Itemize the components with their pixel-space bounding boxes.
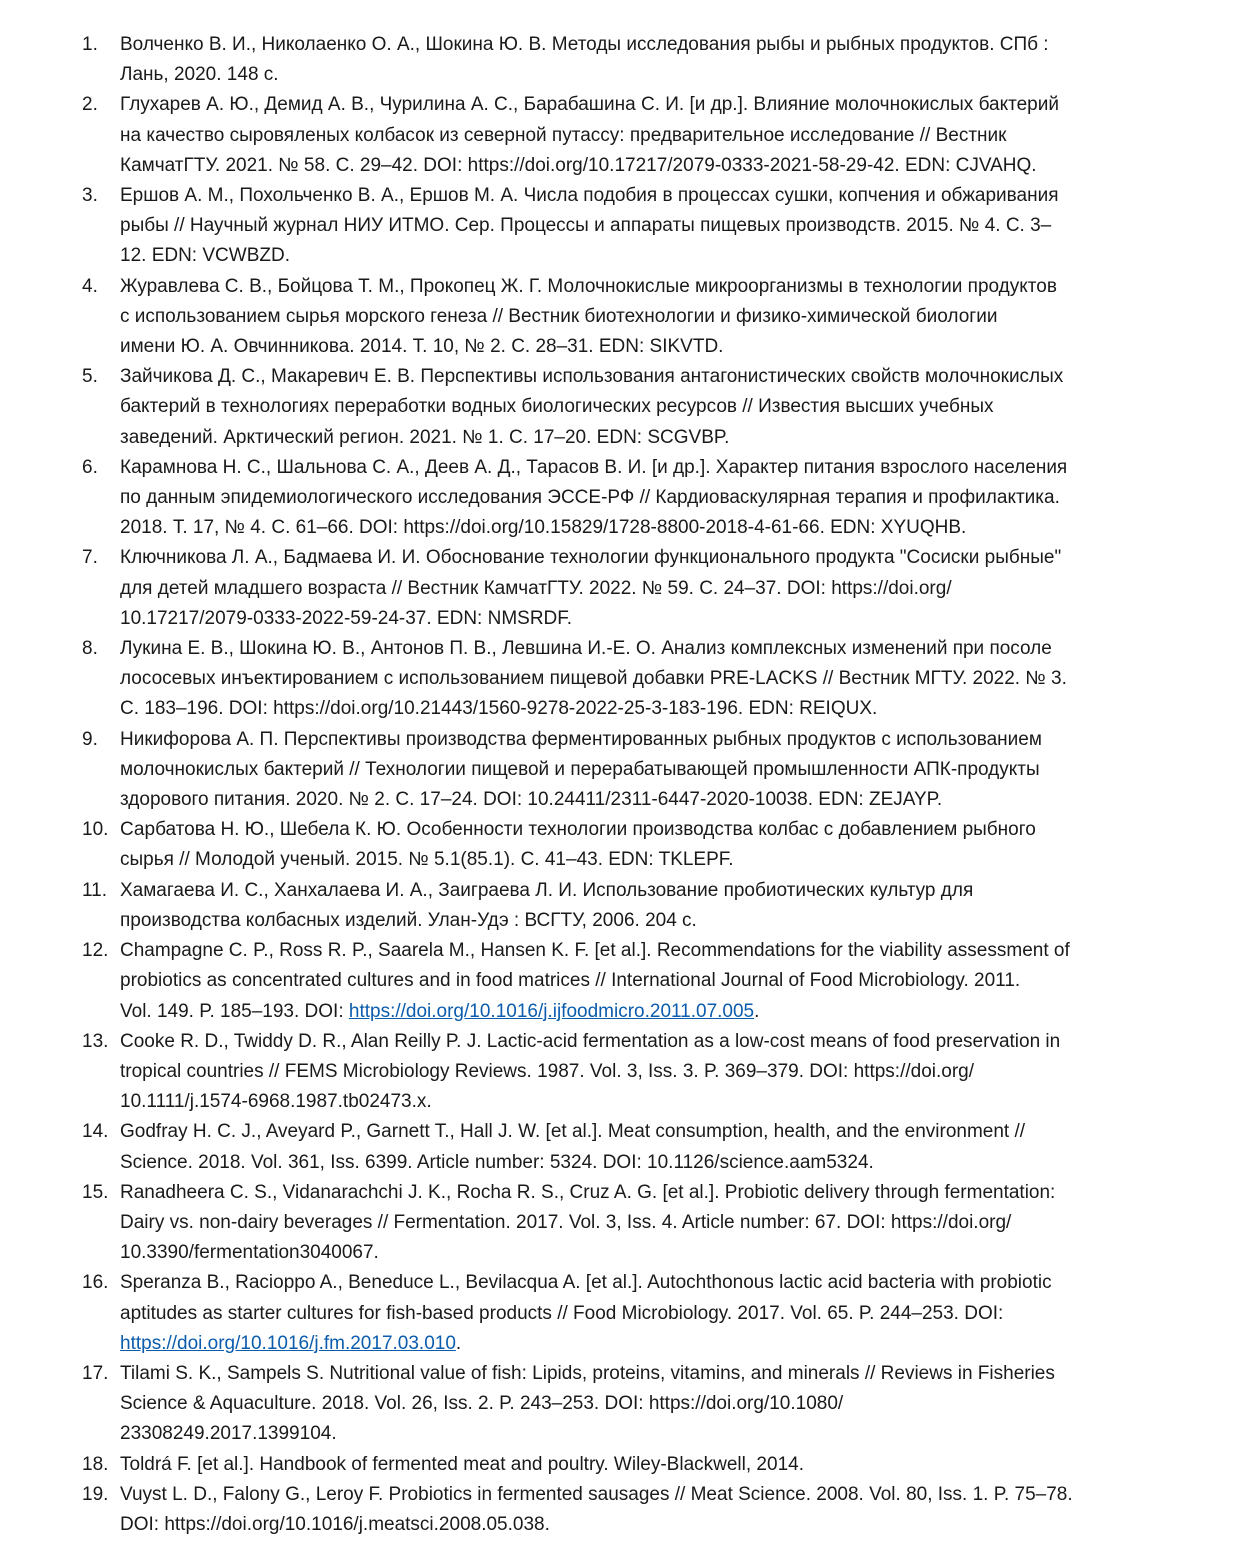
reference-item [82,272,1172,363]
reference-line: Champagne C. P., Ross R. P., Saarela M., Hansen K. F. [et al.]. Recommendations for the viability assessment of [120,940,1070,962]
reference-line: КамчатГТУ. 2021. № 58. С. 29–42. DOI: https://doi.org/10.17217/2079-0333-2021-58-29-42. EDN: CJVAHQ. [120,154,1037,176]
reference-line: Ключникова Л. А., Бадмаева И. И. Обоснование технологии функционального продукта "Сосиски рыбные" [120,547,1062,569]
reference-line: 12. EDN: VCWBZD. [120,245,290,267]
reference-item [82,90,1172,181]
reference-number: 13. [82,1030,109,1052]
reference-line: молочнокислых бактерий // Технологии пищевой и перерабатывающей промышленности АПК-продукты [120,758,1040,780]
reference-line: Speranza B., Racioppo A., Beneduce L., Bevilacqua A. [et al.]. Autochthonous lactic acid bacteria with probiotic [120,1272,1052,1294]
reference-text [120,1359,1172,1450]
reference-number: 11. [82,879,108,901]
reference-line: Godfray H. C. J., Aveyard P., Garnett T., Hall J. W. [et al.]. Meat consumption, health, and the environment // [120,1121,1026,1143]
reference-line: Лань, 2020. 148 с. [120,64,279,86]
reference-line: Сарбатова Н. Ю., Шебела К. Ю. Особенности технологии производства колбас с добавлением рыбного [120,819,1036,841]
doi-link[interactable]: https://doi.org/10.1016/j.fm.2017.03.010 [120,1332,456,1354]
reference-line: Глухарев А. Ю., Демид А. В., Чурилина А. С., Барабашина С. И. [и др.]. Влияние молочнокислых бактерий [120,94,1059,116]
reference-line: Cooke R. D., Twiddy D. R., Alan Reilly P. J. Lactic-acid fermentation as a low-cost means of food preservation in [120,1030,1061,1052]
reference-line: лососевых инъектированием с использованием пищевой добавки PRE-LACKS // Вестник МГТУ. 2022. № 3. [120,668,1067,690]
reference-text [120,30,1172,90]
reference-text [120,725,1172,816]
reference-item [82,936,1172,1027]
reference-text [120,90,1172,181]
reference-item [82,1450,1172,1480]
reference-line: Dairy vs. non-dairy beverages // Fermentation. 2017. Vol. 3, Iss. 4. Article number: 67. DOI: https://doi.org/ [120,1211,1012,1233]
reference-line: probiotics as concentrated cultures and in food matrices // International Journal of Food Microbiology. 2011. [120,970,1021,992]
reference-line: на качество сыровяленых колбасок из северной путассу: предварительное исследование // Вестник [120,124,1007,146]
reference-line: Toldrá F. [et al.]. Handbook of fermented meat and poultry. Wiley-Blackwell, 2014. [120,1453,804,1475]
reference-line: для детей младшего возраста // Вестник КамчатГТУ. 2022. № 59. С. 24–37. DOI: https://doi.org/ [120,577,952,599]
reference-text [120,936,1172,1027]
reference-line: Science. 2018. Vol. 361, Iss. 6399. Article number: 5324. DOI: 10.1126/science.aam5324. [120,1151,874,1173]
reference-line: Волченко В. И., Николаенко О. А., Шокина Ю. В. Методы исследования рыбы и рыбных продуктов. СПб : [120,34,1049,55]
reference-item [82,543,1172,634]
reference-line: Science & Aquaculture. 2018. Vol. 26, Iss. 2. P. 243–253. DOI: https://doi.org/10.1080/ [120,1393,844,1415]
reference-item [82,1268,1172,1359]
reference-line: 10.17217/2079-0333-2022-59-24-37. EDN: NMSRDF. [120,607,573,629]
reference-item [82,1480,1172,1540]
reference-number: 3. [82,185,98,207]
reference-line: имени Ю. А. Овчинникова. 2014. Т. 10, № 2. С. 28–31. EDN: SIKVTD. [120,336,724,358]
reference-item [82,725,1172,816]
reference-number: 14. [82,1121,109,1143]
reference-number: 12. [82,940,109,962]
reference-doi-prefix: Vol. 149. P. 185–193. DOI: [120,1000,349,1022]
reference-line: С. 183–196. DOI: https://doi.org/10.21443/1560-9278-2022-25-3-183-196. EDN: REIQUX. [120,698,878,720]
reference-text [120,1027,1172,1118]
reference-item [82,362,1172,453]
reference-number: 1. [82,34,98,55]
reference-number: 9. [82,728,98,750]
doi-link[interactable]: https://doi.org/10.1016/j.ijfoodmicro.2011.07.005 [348,1000,755,1022]
reference-text [120,1117,1172,1177]
reference-list [82,30,1172,1540]
reference-text [120,362,1172,453]
reference-line: 2018. Т. 17, № 4. С. 61–66. DOI: https://doi.org/10.15829/1728-8800-2018-4-61-66. EDN: XYUQHB. [120,517,967,539]
reference-number: 4. [82,275,98,297]
reference-number: 6. [82,456,98,478]
reference-line: заведений. Арктический регион. 2021. № 1. С. 17–20. EDN: SCGVBP. [120,426,730,448]
reference-number: 2. [82,94,98,116]
reference-line: бактерий в технологиях переработки водных биологических ресурсов // Известия высших учебных [120,396,994,418]
reference-line [120,1329,1172,1359]
reference-text [120,1450,1172,1480]
reference-number: 17. [82,1362,109,1384]
reference-line: DOI: https://doi.org/10.1016/j.meatsci.2008.05.038. [120,1513,550,1535]
reference-number: 19. [82,1483,109,1505]
reference-number: 15. [82,1181,109,1203]
reference-number: 8. [82,638,98,660]
reference-item [82,876,1172,936]
reference-text [120,815,1172,875]
reference-item [82,1027,1172,1118]
reference-text [120,1480,1172,1540]
reference-line [120,997,1172,1027]
reference-line: tropical countries // FEMS Microbiology Reviews. 1987. Vol. 3, Iss. 3. P. 369–379. DOI: https://doi.org/ [120,1060,975,1082]
reference-line: 10.1111/j.1574-6968.1987.tb02473.x. [120,1091,432,1113]
reference-doi-suffix: . [754,1000,760,1022]
reference-text [120,272,1172,363]
reference-item [82,453,1172,544]
reference-number: 7. [82,547,98,569]
reference-doi-suffix: . [455,1332,462,1354]
reference-number: 16. [82,1272,109,1294]
reference-line: Зайчикова Д. С., Макаревич Е. В. Перспективы использования антагонистических свойств молочнокислых [120,366,1064,388]
reference-number: 18. [82,1453,109,1475]
reference-line: Vuyst L. D., Falony G., Leroy F. Probiotics in fermented sausages // Meat Science. 2008. Vol. 80, Iss. 1. P. 75–78. [120,1483,1073,1505]
reference-line: Лукина Е. В., Шокина Ю. В., Антонов П. В., Левшина И.-Е. О. Анализ комплексных изменений при посоле [120,638,1052,660]
reference-item [82,1178,1172,1269]
reference-line: aptitudes as starter cultures for fish-based products // Food Microbiology. 2017. Vol. 65. P. 244–253. DOI: [120,1302,1004,1324]
reference-item [82,1117,1172,1177]
reference-line: здорового питания. 2020. № 2. С. 17–24. DOI: 10.24411/2311-6447-2020-10038. EDN: ZEJAYP. [120,789,943,811]
reference-line: Tilami S. K., Sampels S. Nutritional value of fish: Lipids, proteins, vitamins, and minerals // Reviews in Fisheries [120,1362,1055,1384]
reference-number: 5. [82,366,98,388]
reference-text [120,181,1172,272]
reference-line: Хамагаева И. С., Ханхалаева И. А., Заиграева Л. И. Использование пробиотических культур для [120,879,974,901]
reference-line: производства колбасных изделий. Улан-Удэ : ВСГТУ, 2006. 204 с. [120,909,697,931]
reference-line: Карамнова Н. С., Шальнова С. А., Деев А. Д., Тарасов В. И. [и др.]. Характер питания взрослого населения [120,456,1068,478]
reference-text [120,1268,1172,1359]
reference-number: 10. [82,819,109,841]
reference-line: Ranadheera C. S., Vidanarachchi J. K., Rocha R. S., Cruz A. G. [et al.]. Probiotic delivery through fermentation: [120,1181,1056,1203]
reference-item [82,181,1172,272]
reference-item [82,1359,1172,1450]
reference-item [82,634,1172,725]
reference-line: 10.3390/fermentation3040067. [120,1242,379,1264]
reference-line: Ершов А. М., Похольченко В. А., Ершов М. А. Числа подобия в процессах сушки, копчения и обжаривания [120,185,1059,207]
reference-text [120,634,1172,725]
reference-text [120,543,1172,634]
reference-text [120,876,1172,936]
reference-line: Журавлева С. В., Бойцова Т. М., Прокопец Ж. Г. Молочнокислые микроорганизмы в технологии продуктов [120,275,1057,297]
reference-item [82,815,1172,875]
reference-text [120,1178,1172,1269]
reference-line: с использованием сырья морского генеза // Вестник биотехнологии и физико-химической биологии [120,305,998,327]
reference-line: рыбы // Научный журнал НИУ ИТМО. Сер. Процессы и аппараты пищевых производств. 2015. № 4. С. 3– [120,215,1052,237]
reference-text [120,453,1172,544]
reference-line: Никифорова А. П. Перспективы производства ферментированных рыбных продуктов с использованием [120,728,1042,750]
reference-item [82,30,1172,90]
reference-line: по данным эпидемиологического исследования ЭССЕ-РФ // Кардиоваскулярная терапия и профилактика. [120,487,1060,509]
reference-line: сырья // Молодой ученый. 2015. № 5.1(85.1). С. 41–43. EDN: TKLEPF. [120,849,734,871]
reference-line: 23308249.2017.1399104. [120,1423,337,1445]
